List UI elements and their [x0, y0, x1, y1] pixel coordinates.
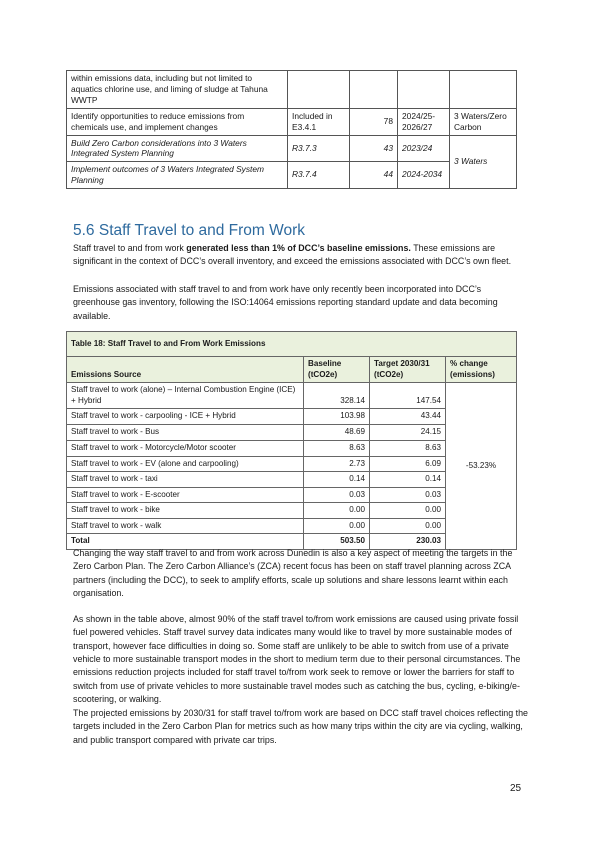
table-cell: Staff travel to work - Bus [67, 424, 304, 440]
intro-bold-text: generated less than 1% of DCC’s baseline emissions. [186, 243, 411, 253]
table-cell: within emissions data, including but not limited to aquatics chlorine use, and liming of sludge at Tahuna WWTP [67, 71, 288, 109]
column-header: Emissions Source [67, 357, 304, 383]
table-cell: 0.03 [370, 487, 446, 503]
table-cell [350, 71, 398, 109]
table-cell: 0.03 [304, 487, 370, 503]
section-heading: 5.6 Staff Travel to and From Work [73, 222, 306, 239]
table-cell: Staff travel to work - Motorcycle/Motor scooter [67, 440, 304, 456]
table-cell: 3 Waters/Zero Carbon [450, 109, 517, 136]
table-cell: 2024-2034 [398, 162, 450, 189]
table-cell: 2023/24 [398, 135, 450, 162]
table-cell: 43 [350, 135, 398, 162]
table-cell: Total [67, 534, 304, 550]
table-cell: 6.09 [370, 456, 446, 472]
table-cell: Staff travel to work - E-scooter [67, 487, 304, 503]
table-row [67, 135, 517, 162]
table-cell: 44 [350, 162, 398, 189]
intro-text: Staff travel to and from work [73, 243, 187, 253]
table-cell [450, 71, 517, 109]
column-header: % change (emissions) [446, 357, 517, 383]
table-cell: 8.63 [304, 440, 370, 456]
table-cell: Staff travel to work - carpooling - ICE + Hybrid [67, 409, 304, 425]
table-cell: Staff travel to work - bike [67, 503, 304, 519]
paragraph: The projected emissions by 2030/31 for staff travel to/from work are based on DCC staff travel choices reflecting the targets included in the Zero Carbon Plan for metrics such as how many trips within the city are via cycling, walking, and public transport compared with private car trips. [73, 708, 528, 745]
table-cell: R3.7.3 [288, 135, 350, 162]
page-number: 25 [510, 783, 522, 794]
table-cell: 2.73 [304, 456, 370, 472]
table-cell [288, 71, 350, 109]
intro-paragraph [73, 242, 528, 269]
paragraph: As shown in the table above, almost 90% of the staff travel to/from work emissions are caused using private fossil fuel powered vehicles. Staff travel survey data indicates many would like to travel by more sustainable modes of transport, however face difficulties in doing so. Some staff are unlikely to be able to switch from use of a private vehicle to more sustainable transport modes in the short to medium term due to their personal circumstances. The emissions reduction projects included for staff travel to/from work seek to remove or lower the barriers for staff to switch from use of private vehicles to more sustainable travel modes such as catching the bus, cycling, e-biking/e-scootering, or walking. [73, 614, 521, 705]
paragraph: Changing the way staff travel to and from work across Dunedin is also a key aspect of meeting the targets in the Zero Carbon Plan. The Zero Carbon Alliance’s (ZCA) recent focus has been on staff travel planning across ZCA partners (including the DCC), to seek to amplify efforts, scale up solutions and share lessons learnt within each organisation. [73, 548, 513, 599]
table-row [67, 383, 517, 409]
table-cell: 0.00 [370, 503, 446, 519]
table-row [67, 162, 517, 189]
table-caption-row [67, 332, 517, 357]
table-cell: 43.44 [370, 409, 446, 425]
paragraph: Emissions associated with staff travel to and from work have only recently been incorporated into DCC’s greenhouse gas inventory, following the ISO:14064 emissions reporting standard update and data becoming available. [73, 284, 498, 321]
table-cell: Staff travel to work - taxi [67, 472, 304, 488]
table-cell: Staff travel to work - walk [67, 518, 304, 534]
table-cell: 3 Waters [450, 135, 517, 188]
table-row [67, 71, 517, 109]
table-cell: Identify opportunities to reduce emissions from chemicals use, and implement changes [67, 109, 288, 136]
table-header-row [67, 357, 517, 383]
table-cell: 24.15 [370, 424, 446, 440]
intro-rest-text: These emissions are significant in the context of DCC’s overall inventory, and exceed the emissions associated with DCC’s own fleet. [73, 243, 512, 267]
table-cell: 0.14 [304, 472, 370, 488]
table-cell: 103.98 [304, 409, 370, 425]
actions-table-continued [66, 70, 517, 189]
staff-travel-emissions-table [66, 331, 517, 550]
table-caption: Table 18: Staff Travel to and From Work Emissions [67, 332, 517, 357]
table-cell: 0.00 [304, 518, 370, 534]
table-cell: Included in E3.4.1 [288, 109, 350, 136]
table-cell: 0.14 [370, 472, 446, 488]
table-cell: Implement outcomes of 3 Waters Integrated System Planning [67, 162, 288, 189]
table-cell: R3.7.4 [288, 162, 350, 189]
table-cell: 147.54 [370, 383, 446, 409]
percent-change-cell: -53.23% [446, 383, 517, 550]
table-cell: 0.00 [304, 503, 370, 519]
table-cell: Build Zero Carbon considerations into 3 Waters Integrated System Planning [67, 135, 288, 162]
table-cell [398, 71, 450, 109]
column-header: Baseline (tCO2e) [304, 357, 370, 383]
table-cell: 8.63 [370, 440, 446, 456]
table-cell: 78 [350, 109, 398, 136]
table-cell: 48.69 [304, 424, 370, 440]
table-cell: 2024/25-2026/27 [398, 109, 450, 136]
table-cell: 328.14 [304, 383, 370, 409]
table-cell: Staff travel to work (alone) – Internal Combustion Engine (ICE) + Hybrid [67, 383, 304, 409]
table-row [67, 109, 517, 136]
table-18 [66, 331, 516, 550]
table-cell: 503.50 [304, 534, 370, 550]
column-header: Target 2030/31 (tCO2e) [370, 357, 446, 383]
table-cell: Staff travel to work - EV (alone and carpooling) [67, 456, 304, 472]
table-cell: 230.03 [370, 534, 446, 550]
table-cell: 0.00 [370, 518, 446, 534]
